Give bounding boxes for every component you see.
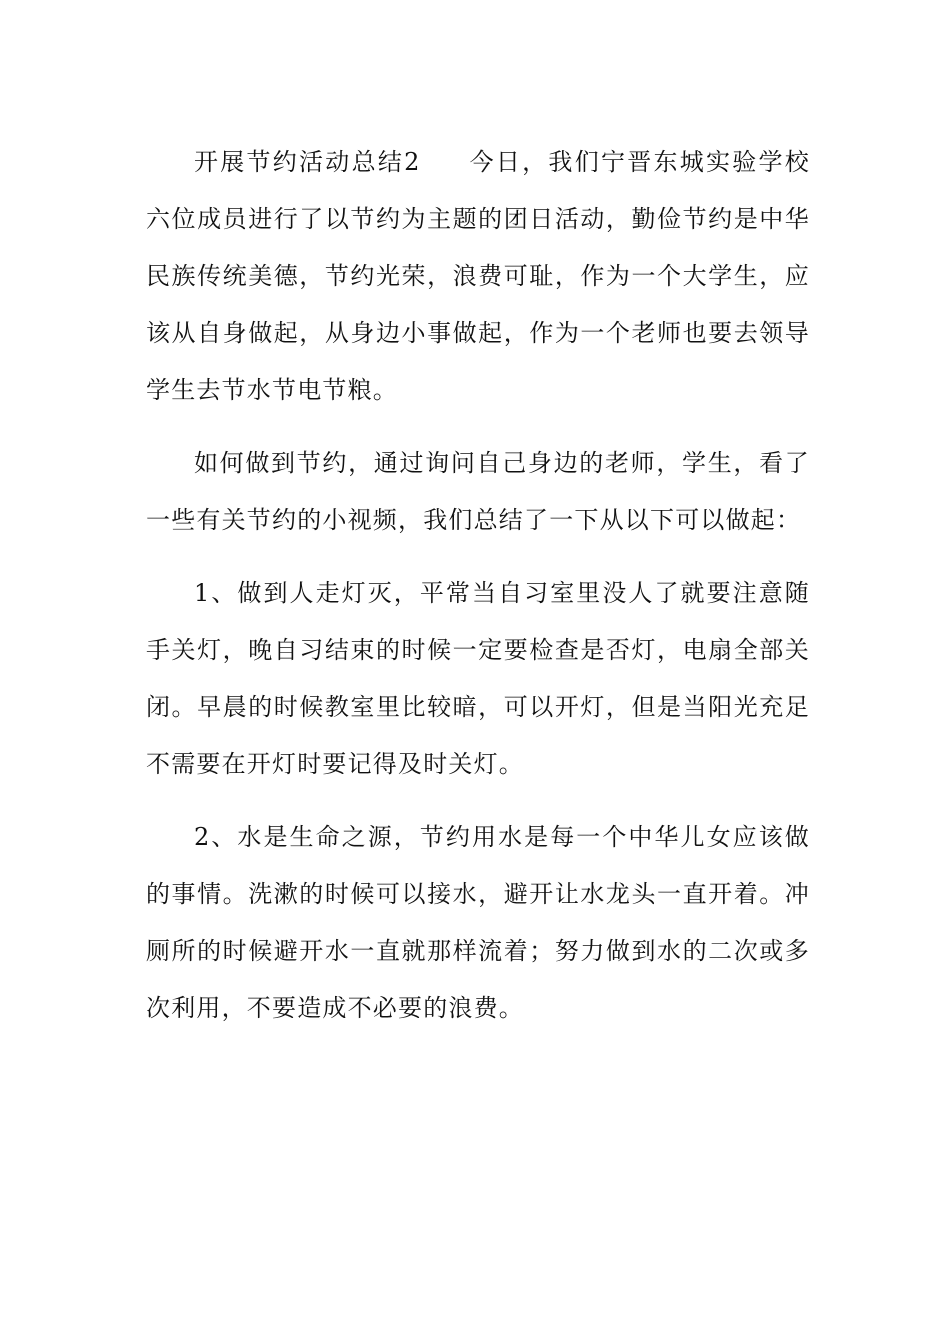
document-title: 开展节约活动总结2 <box>194 148 421 176</box>
document-body <box>146 134 810 1053</box>
paragraph: 如何做到节约，通过询问自己身边的老师，学生，看了一些有关节约的小视频，我们总结了一下从以下可以做起： <box>146 449 810 534</box>
paragraph-item-1: 1、做到人走灯灭，平常当自习室里没人了就要注意随手关灯，晚自习结束的时候一定要检查是否灯，电扇全部关闭。早晨的时候教室里比较暗，可以开灯，但是当阳光充足不需要在开灯时要记得及时关灯。 <box>146 579 810 778</box>
paragraph-text: 今日，我们宁晋东城实验学校六位成员进行了以节约为主题的团日活动，勤俭节约是中华民族传统美德，节约光荣，浪费可耻，作为一个大学生，应该从自身做起，从身边小事做起，作为一个老师也要去领导学生去节水节电节粮。 <box>146 148 810 404</box>
paragraph-item-2: 2、水是生命之源，节约用水是每一个中华儿女应该做的事情。洗漱的时候可以接水，避开让水龙头一直开着。冲厕所的时候避开水一直就那样流着；努力做到水的二次或多次利用，不要造成不必要的浪费。 <box>146 823 810 1022</box>
paragraph-intro <box>146 134 810 419</box>
